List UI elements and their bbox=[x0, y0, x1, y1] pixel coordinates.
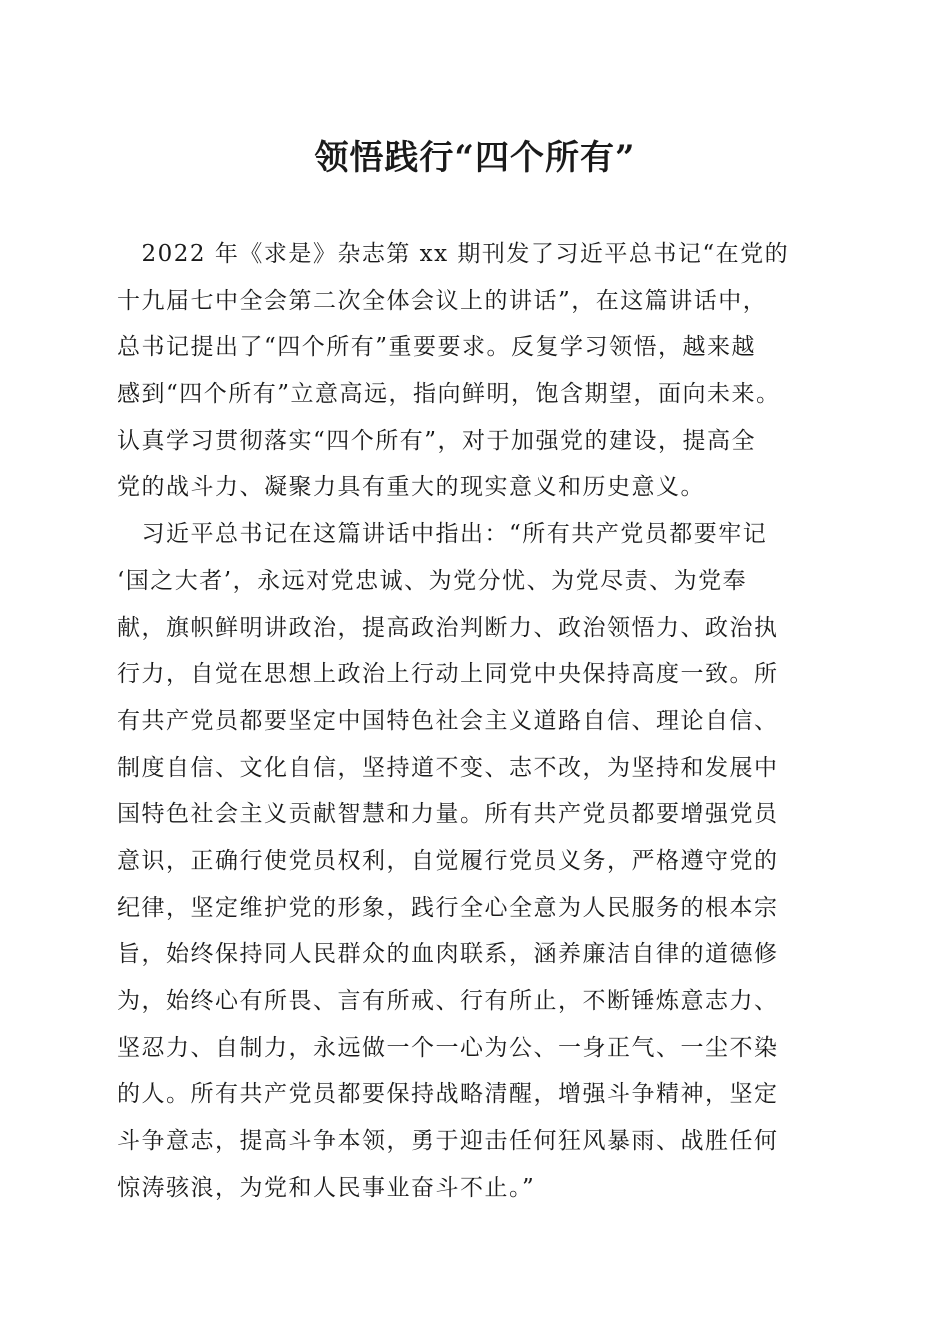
text-line: 制度自信、文化自信，坚持道不变、志不改，为坚持和发展中 bbox=[117, 754, 779, 781]
text-line: 惊涛骇浪，为党和人民事业奋斗不止。” bbox=[117, 1174, 536, 1201]
text-line: 认真学习贯彻落实“四个所有”，对于加强党的建设，提高全 bbox=[117, 427, 757, 454]
text-line: 为，始终心有所畏、言有所戒、行有所止，不断锤炼意志力、 bbox=[117, 988, 779, 1014]
text-line: 献，旗帜鲜明讲政治，提高政治判断力、政治领悟力、政治执 bbox=[117, 614, 779, 641]
document-title: 领悟践行“四个所有” bbox=[314, 138, 636, 178]
text-line: ‘国之大者’，永远对党忠诚、为党分忧、为党尽责、为党奉 bbox=[117, 567, 748, 594]
text-line: 2022 年《求是》杂志第 xx 期刊发了习近平总书记“在党的 bbox=[117, 241, 790, 267]
text-line: 感到“四个所有”立意高远，指向鲜明，饱含期望，面向未来。 bbox=[117, 381, 781, 408]
text-line: 行力，自觉在思想上政治上行动上同党中央保持高度一致。所 bbox=[117, 661, 779, 688]
text-line: 意识，正确行使党员权利，自觉履行党员义务，严格遵守党的 bbox=[117, 847, 779, 874]
text-line: 纪律，坚定维护党的形象，践行全心全意为人民服务的根本宗 bbox=[117, 894, 779, 921]
text-line: 旨，始终保持同人民群众的血肉联系，涵养廉洁自律的道德修 bbox=[117, 941, 779, 968]
text-line: 总书记提出了“四个所有”重要要求。反复学习领悟，越来越 bbox=[117, 334, 757, 361]
text-line: 习近平总书记在这篇讲话中指出：“所有共产党员都要牢记 bbox=[117, 521, 768, 548]
text-line: 十九届七中全会第二次全体会议上的讲话”，在这篇讲话中， bbox=[117, 287, 768, 314]
text-line: 斗争意志，提高斗争本领，勇于迎击任何狂风暴雨、战胜任何 bbox=[117, 1128, 779, 1155]
document-body bbox=[117, 231, 837, 1211]
text-line: 党的战斗力、凝聚力具有重大的现实意义和历史意义。 bbox=[117, 474, 705, 501]
text-line: 坚忍力、自制力，永远做一个一心为公、一身正气、一尘不染 bbox=[117, 1034, 779, 1061]
text-line: 国特色社会主义贡献智慧和力量。所有共产党员都要增强党员 bbox=[117, 801, 779, 828]
text-line: 有共产党员都要坚定中国特色社会主义道路自信、理论自信、 bbox=[117, 707, 779, 734]
text-line: 的人。所有共产党员都要保持战略清醒，增强斗争精神，坚定 bbox=[117, 1081, 779, 1108]
